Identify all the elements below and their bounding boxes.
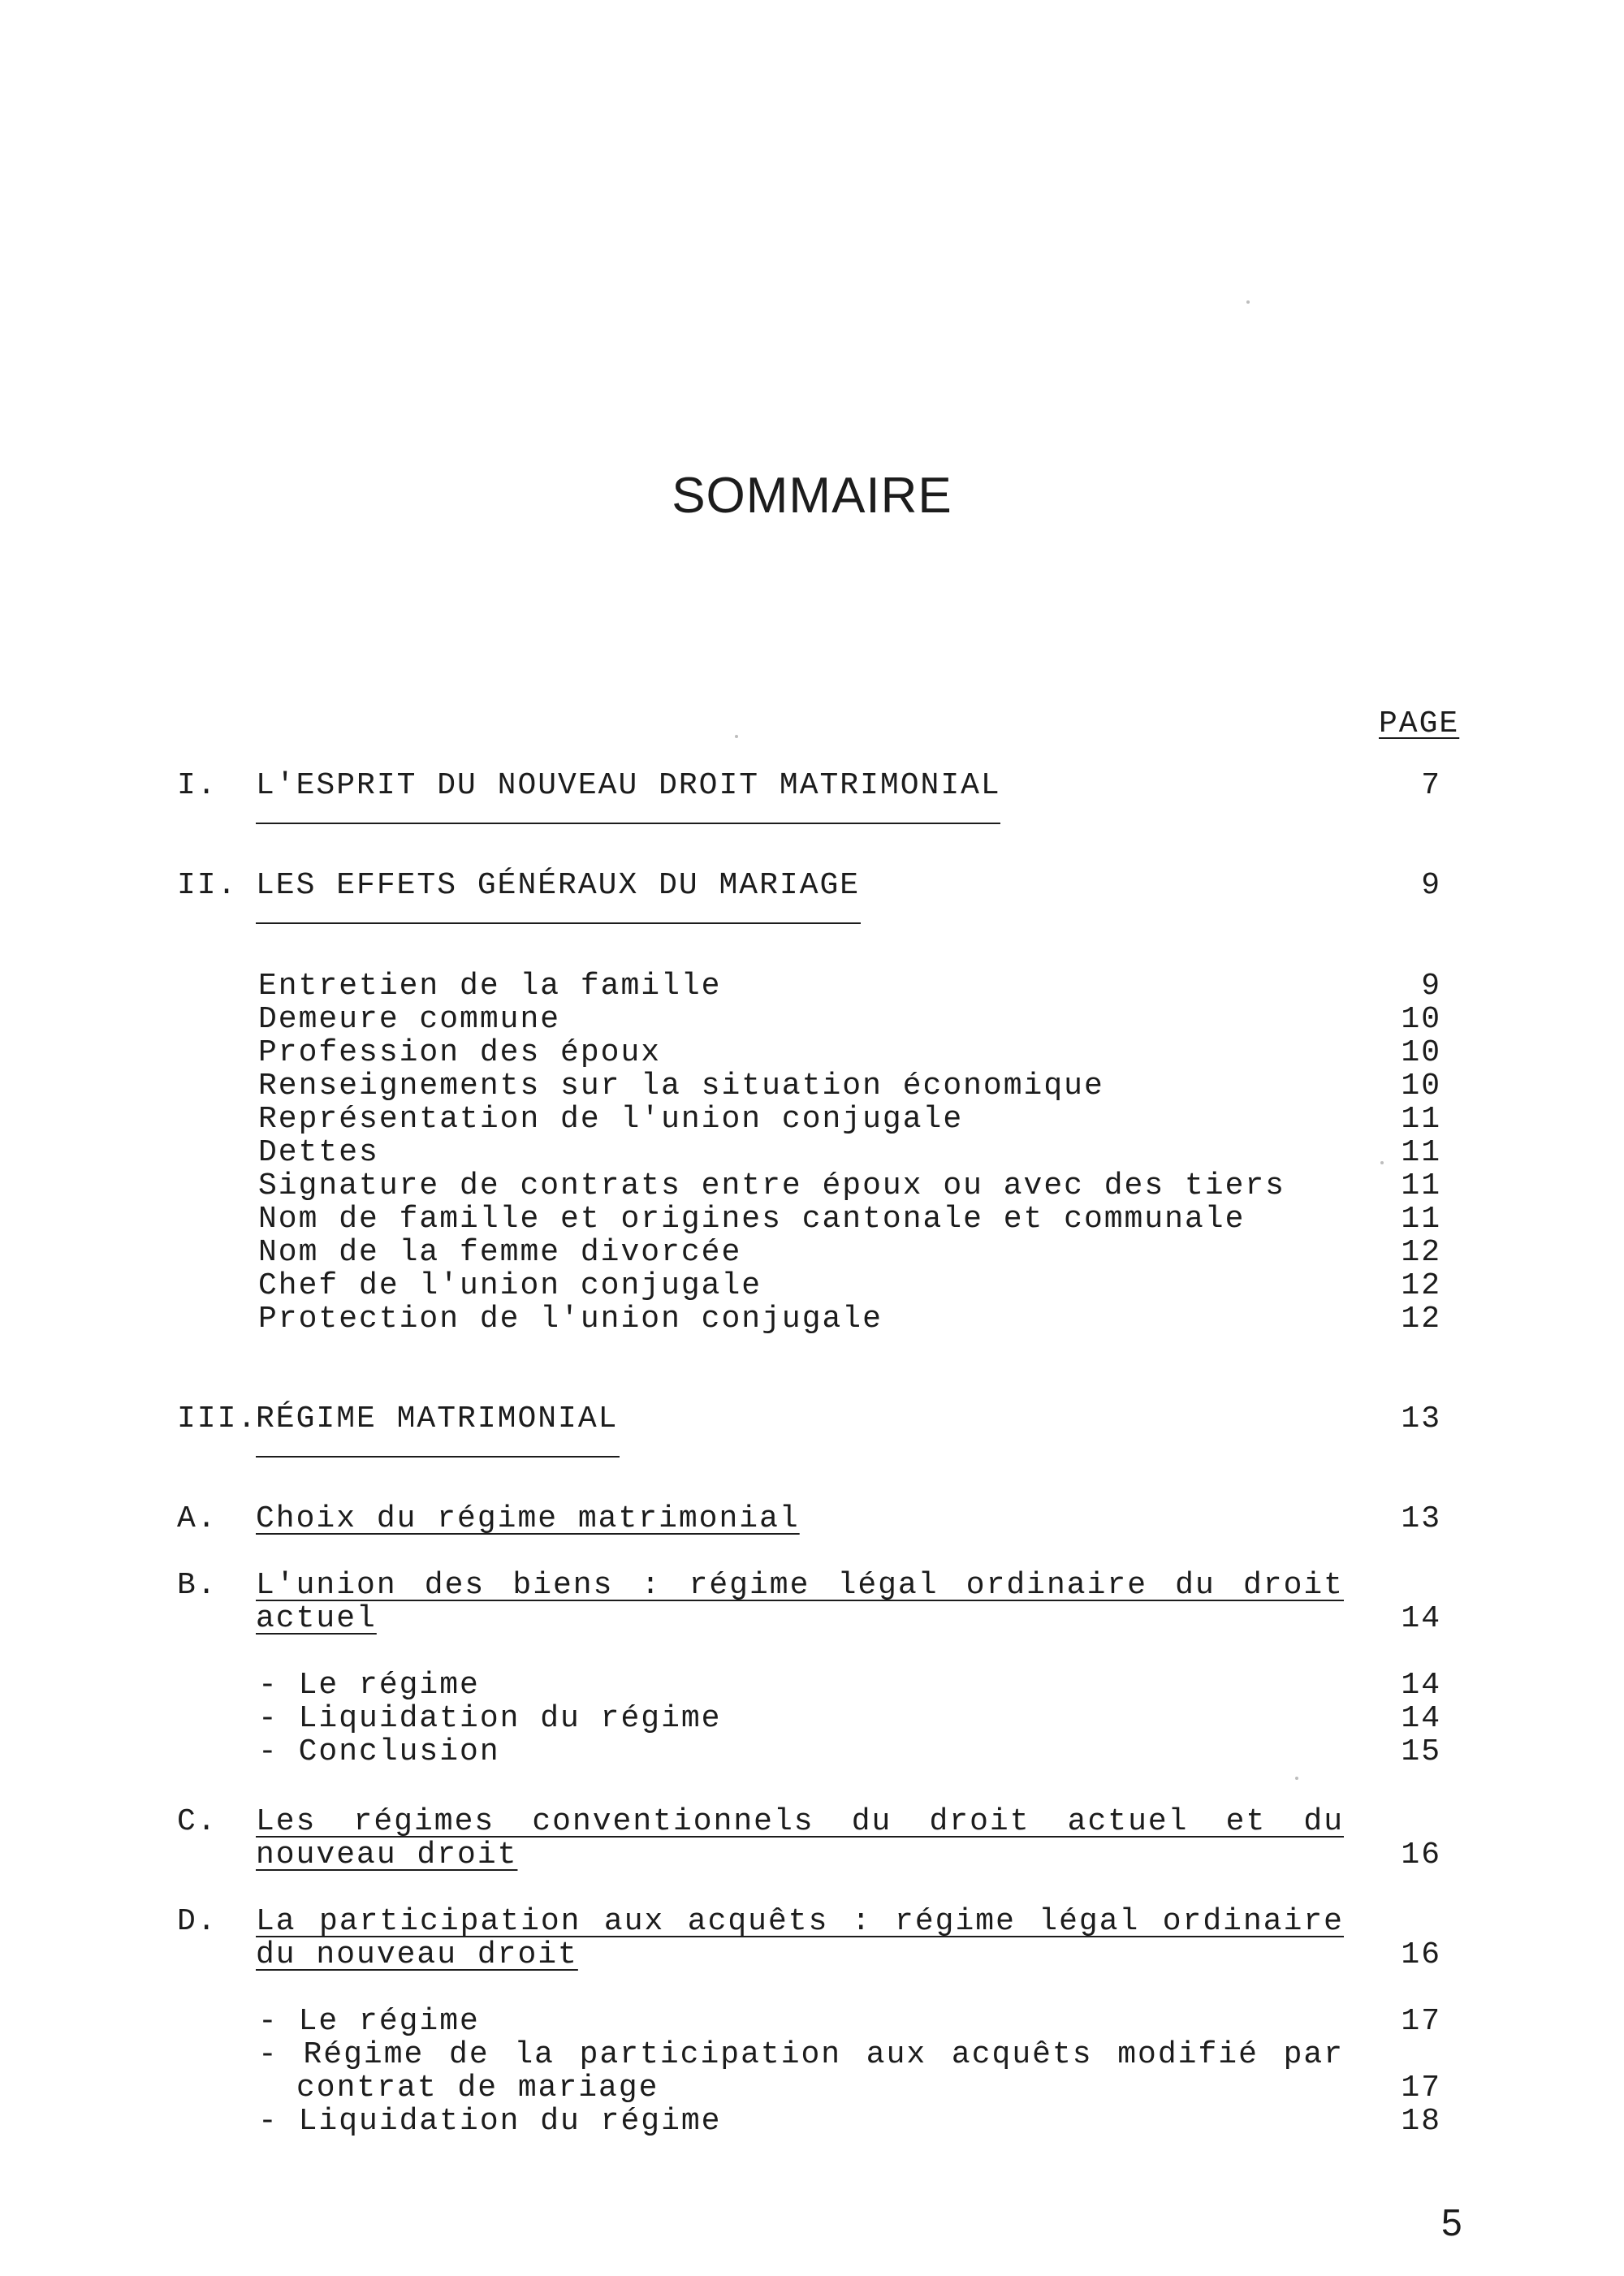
toc-subentry-page: 11 xyxy=(1401,1135,1441,1170)
toc-subentry-page: 11 xyxy=(1401,1202,1441,1237)
toc-entry-number: C. xyxy=(177,1804,218,1839)
toc-subentry-label: Entretien de la famille xyxy=(258,969,722,1004)
toc-subentry-label: Dettes xyxy=(258,1135,379,1170)
scan-speck xyxy=(1246,300,1250,304)
toc-entry-number: A. xyxy=(177,1501,218,1536)
toc-entry-page: 13 xyxy=(1401,1401,1441,1436)
toc-subentry-label-continued: contrat de mariage xyxy=(296,2071,659,2105)
toc-entry-page: 16 xyxy=(1401,1838,1441,1872)
page-number: 5 xyxy=(1441,2201,1462,2244)
toc-subentry-label: - Liquidation du régime xyxy=(258,1701,722,1736)
toc-entry-b[interactable] xyxy=(0,1567,1624,1604)
toc-entry-ii[interactable] xyxy=(0,867,1624,905)
toc-entry-label: Les régimes conventionnels du droit actuel et du xyxy=(256,1804,1344,1839)
toc-subentry-label: - Le régime xyxy=(258,1668,480,1703)
scan-speck xyxy=(735,735,738,738)
toc-subentry-page: 15 xyxy=(1401,1734,1441,1769)
toc-subentry-label: Signature de contrats entre époux ou avec des tiers xyxy=(258,1168,1285,1203)
toc-subentry-page: 17 xyxy=(1401,2071,1441,2105)
toc-subentry-page: 17 xyxy=(1401,2004,1441,2039)
toc-subentry-label: Chef de l'union conjugale xyxy=(258,1268,762,1303)
toc-subentry[interactable] xyxy=(0,1667,1624,1704)
toc-entry-number: B. xyxy=(177,1568,218,1603)
toc-entry-c[interactable] xyxy=(0,1803,1624,1841)
toc-entry-b-continued[interactable] xyxy=(0,1600,1624,1638)
heading-rule xyxy=(256,922,861,924)
toc-subentry[interactable] xyxy=(0,1168,1624,1205)
toc-subentry[interactable] xyxy=(0,1700,1624,1738)
toc-subentry[interactable] xyxy=(0,2103,1624,2140)
toc-subentry-label: Nom de famille et origines cantonale et communale xyxy=(258,1202,1246,1237)
toc-subentry-page: 10 xyxy=(1401,1002,1441,1037)
toc-subentry-label: Nom de la femme divorcée xyxy=(258,1235,742,1270)
toc-subentry-page: 10 xyxy=(1401,1069,1441,1103)
toc-subentry-page: 14 xyxy=(1401,1701,1441,1736)
toc-entry-number: II. xyxy=(177,868,238,903)
toc-subentry[interactable] xyxy=(0,1034,1624,1072)
page-column-label: PAGE xyxy=(1379,706,1460,741)
toc-subentry-label: Profession des époux xyxy=(258,1035,662,1070)
toc-entry-page: 9 xyxy=(1421,868,1441,903)
toc-entry-number: I. xyxy=(177,768,218,803)
toc-subentry-page: 12 xyxy=(1401,1302,1441,1337)
toc-subentry-label: - Liquidation du régime xyxy=(258,2104,722,2139)
toc-entry-label-continued: du nouveau droit xyxy=(256,1937,578,1972)
toc-subentry-page: 10 xyxy=(1401,1035,1441,1070)
toc-subentry-label: Protection de l'union conjugale xyxy=(258,1302,883,1337)
toc-subentry-label: - Conclusion xyxy=(258,1734,500,1769)
toc-subentry-page: 12 xyxy=(1401,1235,1441,1270)
toc-entry-label: Choix du régime matrimonial xyxy=(256,1501,800,1536)
toc-entry-page: 13 xyxy=(1401,1501,1441,1536)
toc-subentry[interactable] xyxy=(0,1068,1624,1105)
toc-subentry-label: Renseignements sur la situation économique xyxy=(258,1069,1104,1103)
toc-entry-number: D. xyxy=(177,1904,218,1939)
toc-entry-a[interactable] xyxy=(0,1501,1624,1538)
toc-subentry-page: 11 xyxy=(1401,1102,1441,1137)
toc-entry-page: 16 xyxy=(1401,1937,1441,1972)
toc-entry-d-continued[interactable] xyxy=(0,1937,1624,1974)
heading-rule xyxy=(256,1456,620,1458)
toc-subentry-label: Représentation de l'union conjugale xyxy=(258,1102,964,1137)
page-title: SOMMAIRE xyxy=(672,468,952,524)
toc-subentry[interactable] xyxy=(0,1234,1624,1272)
toc-subentry[interactable] xyxy=(0,1001,1624,1039)
toc-subentry[interactable] xyxy=(0,1734,1624,1771)
toc-subentry-label: - Régime de la participation aux acquêts modifié par xyxy=(258,2037,1344,2072)
toc-subentry-page: 12 xyxy=(1401,1268,1441,1303)
toc-entry-page: 14 xyxy=(1401,1601,1441,1636)
toc-subentry[interactable] xyxy=(0,1201,1624,1238)
toc-entry-iii[interactable] xyxy=(0,1401,1624,1438)
toc-subentry-page: 11 xyxy=(1401,1168,1441,1203)
toc-subentry-continued[interactable] xyxy=(0,2070,1624,2107)
toc-entry-number: III. xyxy=(177,1401,258,1436)
toc-entry-page: 7 xyxy=(1421,768,1441,803)
toc-subentry-page: 18 xyxy=(1401,2104,1441,2139)
heading-rule xyxy=(256,823,1000,824)
toc-entry-c-continued[interactable] xyxy=(0,1837,1624,1874)
toc-subentry-page: 9 xyxy=(1421,969,1441,1004)
toc-entry-label: RÉGIME MATRIMONIAL xyxy=(256,1401,619,1436)
toc-subentry-label: - Le régime xyxy=(258,2004,480,2039)
toc-entry-label: L'ESPRIT DU NOUVEAU DROIT MATRIMONIAL xyxy=(256,768,1001,803)
toc-subentry[interactable] xyxy=(0,1301,1624,1338)
toc-entry-label: LES EFFETS GÉNÉRAUX DU MARIAGE xyxy=(256,868,861,903)
toc-subentry[interactable] xyxy=(0,1268,1624,1305)
toc-subentry[interactable] xyxy=(0,968,1624,1005)
toc-subentry-label: Demeure commune xyxy=(258,1002,561,1037)
scan-speck xyxy=(1295,1777,1298,1780)
toc-entry-label: La participation aux acquêts : régime légal ordinaire xyxy=(256,1904,1344,1939)
toc-subentry[interactable] xyxy=(0,2003,1624,2041)
toc-subentry[interactable] xyxy=(0,1134,1624,1172)
toc-entry-d[interactable] xyxy=(0,1903,1624,1941)
toc-subentry-page: 14 xyxy=(1401,1668,1441,1703)
toc-entry-label-continued: nouveau droit xyxy=(256,1838,518,1872)
toc-entry-label-continued: actuel xyxy=(256,1601,377,1636)
toc-subentry[interactable] xyxy=(0,1101,1624,1138)
toc-entry-label: L'union des biens : régime légal ordinaire du droit xyxy=(256,1568,1344,1603)
toc-entry-i[interactable] xyxy=(0,767,1624,805)
toc-subentry[interactable] xyxy=(0,2036,1624,2074)
